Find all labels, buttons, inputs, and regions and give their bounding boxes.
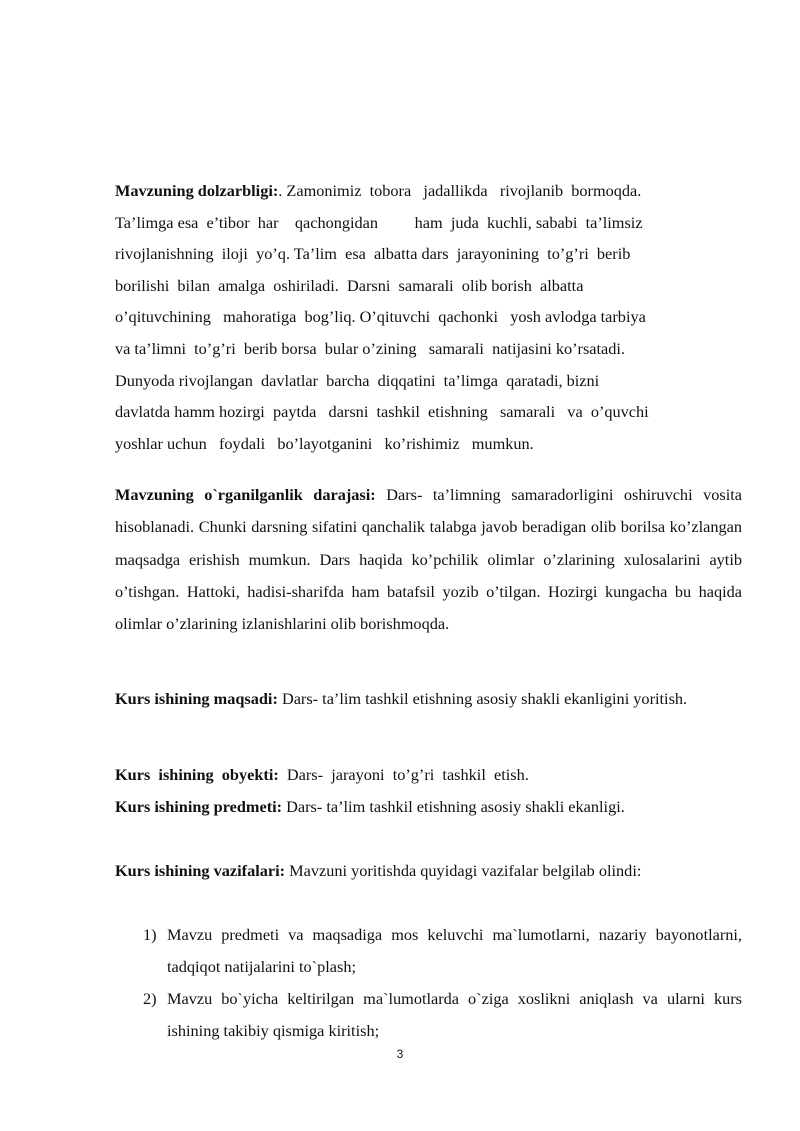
relevance-line: o’qituvchining mahoratiga bog’liq. O’qituvchi qachonki yosh avlodga tarbiya [115, 307, 646, 327]
relevance-heading: Mavzuning dolzarbligi: [115, 181, 279, 200]
tasks-paragraph [115, 855, 742, 887]
goal-paragraph [115, 683, 742, 715]
list-item [115, 983, 742, 1047]
list-item-text: Mavzu bo`yicha keltirilgan ma`lumotlarda o`ziga xoslikni aniqlash va ularni kurs ishining takibiy qismiga kiritish; [167, 989, 742, 1040]
relevance-line: davlatda hamm hozirgi paytda darsni tashkil etishning samarali va o’quvchi [115, 402, 649, 422]
relevance-line: yoshlar uchun foydali bo’layotganini ko’rishimiz mumkun. [115, 433, 534, 453]
tasks-heading: Kurs ishining vazifalari: [115, 861, 286, 880]
goal-text: Dars- ta’lim tashkil etishning asosiy shakli ekanligini yoritish. [277, 689, 688, 708]
relevance-line: Ta’limga esa e’tibor har qachongidan ham juda kuchli, sababi ta’limsiz [115, 212, 643, 232]
study-degree-heading: Mavzuning o`rganilganlik darajasi: [115, 485, 376, 504]
list-item-number: 1) [143, 925, 157, 944]
subject-text: Dars- ta’lim tashkil etishning asosiy shakli ekanligi. [282, 797, 625, 816]
object-paragraph [115, 759, 742, 791]
list-item-text: Mavzu predmeti va maqsadiga mos keluvchi ma`lumotlarni, nazariy bayonotlarni, tadqiqot natijalarini to`plash; [167, 925, 742, 976]
object-text: Dars- jarayoni to’g’ri tashkil etish. [278, 765, 529, 784]
relevance-line: Dunyoda rivojlangan davlatlar barcha diqqatini ta’limga qaratadi, bizni [115, 370, 600, 390]
study-degree-text: Dars- ta’limning samaradorligini oshiruvchi vosita hisoblanadi. Chunki darsning sifatini qanchalik talabga javob beradigan olib borilsa ko’zlangan maqsadga erishish mumkun. Dars haqida ko’pchilik olimlar o’zlarining xulosalarini aytib o’tishgan. Hattoki, hadisi-sharifda ham batafsil yozib o’tilgan. Hozirgi kungacha bu haqida olimlar o’zlarining izlanishlarini olib borishmoqda. [115, 485, 742, 634]
relevance-paragraph [115, 175, 742, 459]
relevance-line: borilishi bilan amalga oshiriladi. Darsni samarali olib borish albatta [115, 275, 584, 295]
page-number: 3 [396, 1047, 404, 1061]
list-item-number: 2) [143, 989, 157, 1008]
relevance-line: va ta’limni to’g’ri berib borsa bular o’zining samarali natijasini ko’rsatadi. [115, 338, 625, 358]
tasks-list [115, 919, 742, 1047]
subject-heading: Kurs ishining predmeti: [115, 797, 283, 816]
relevance-line [115, 175, 742, 207]
object-heading: Kurs ishining obyekti: [115, 765, 279, 784]
relevance-line: rivojlanishning iloji yo’q. Ta’lim esa albatta dars jarayonining to’g’ri berib [115, 244, 631, 264]
subject-paragraph [115, 791, 742, 823]
tasks-text: Mavzuni yoritishda quyidagi vazifalar belgilab olindi: [285, 861, 642, 880]
goal-heading: Kurs ishining maqsadi: [115, 689, 278, 708]
relevance-line-text: . Zamonimiz tobora jadallikda rivojlanib bormoqda. [278, 181, 642, 200]
list-item [115, 919, 742, 983]
study-degree-paragraph [115, 479, 742, 640]
